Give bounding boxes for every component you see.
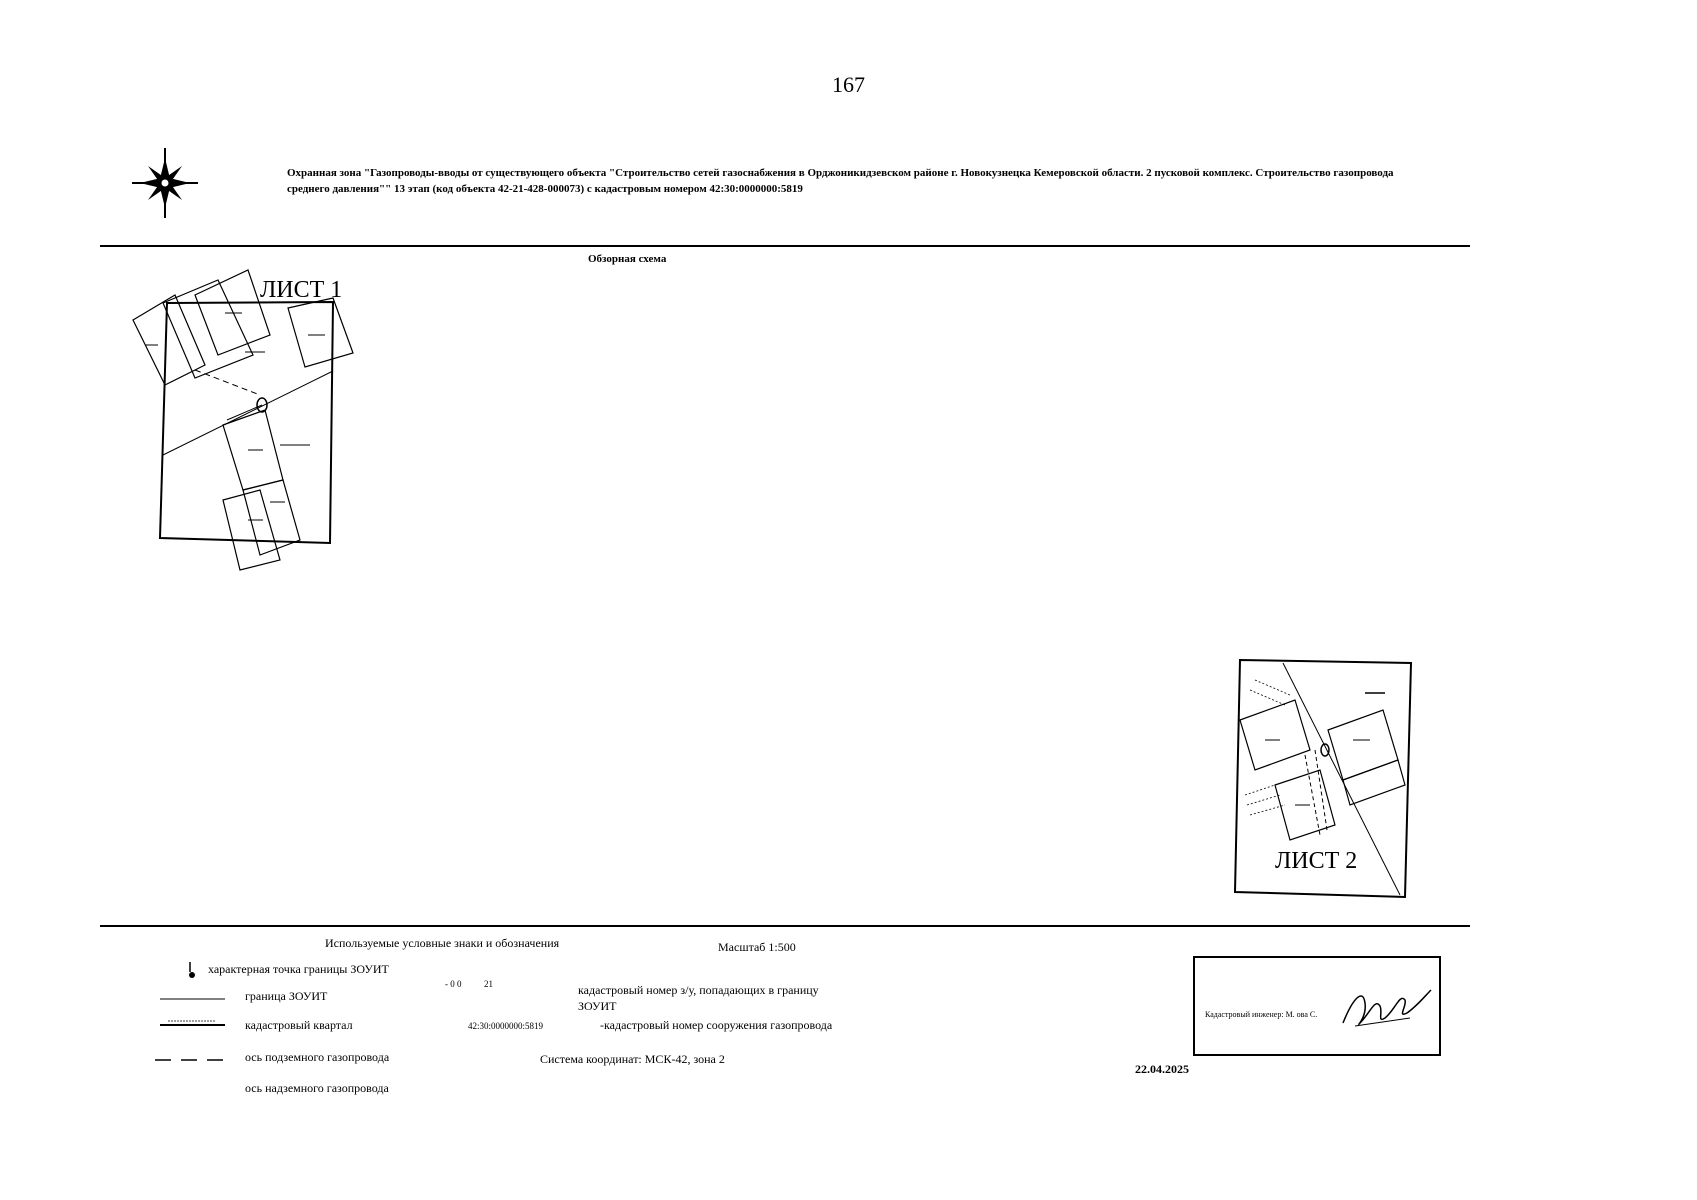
scale-label: Масштаб 1:500 xyxy=(718,940,796,954)
engineer-stamp xyxy=(1193,956,1441,1056)
legend-overground-label: ось надземного газопровода xyxy=(245,1081,389,1095)
sheet-2-label: ЛИСТ 2 xyxy=(1275,848,1358,874)
structure-number-label: -кадастровый номер сооружения газопровода xyxy=(600,1018,833,1032)
parcel-number-label: кадастровый номер з/у, попадающих в границу ЗОУИТ xyxy=(578,983,819,1013)
bottom-divider xyxy=(100,925,1470,927)
header-title: Охранная зона "Газопроводы-вводы от существующего объекта "Строительство сетей газоснабжения в Орджоникидзевском районе г. Новокузнецка Кемеровской области. 2 пусковой комплекс. Строительство газопровода среднего давления"" 13 этап (код объекта 42-21-428-000073) с кадастровым номером 42:30:0000000:5819 xyxy=(287,167,1394,195)
sheet-1-label: ЛИСТ 1 xyxy=(260,277,343,303)
legend-point-label: характерная точка границы ЗОУИТ xyxy=(208,962,389,976)
document-date: 22.04.2025 xyxy=(1135,1062,1189,1076)
stamp-text: Кадастровый инженер: М. ова С. xyxy=(1205,1010,1318,1019)
zone-boundary-symbol xyxy=(160,997,225,1001)
compass-rose-icon xyxy=(130,148,200,218)
sheet-1-map xyxy=(130,265,360,565)
legend-title: Используемые условные знаки и обозначения xyxy=(325,936,560,950)
coordinate-system: Система координат: МСК-42, зона 2 xyxy=(540,1052,725,1066)
top-divider xyxy=(100,245,1470,247)
cadastral-quarter-symbol xyxy=(160,1018,225,1028)
parcel-number-sample: - 0 0 21 xyxy=(445,979,493,989)
characteristic-point-icon xyxy=(185,960,199,980)
legend-underground-label: ось подземного газопровода xyxy=(245,1050,390,1064)
overview-title: Обзорная схема xyxy=(588,253,667,265)
underground-pipeline-symbol xyxy=(155,1058,225,1062)
legend-quarter-label: кадастровый квартал xyxy=(245,1018,353,1032)
signature-icon xyxy=(1335,978,1435,1038)
legend-boundary-label: граница ЗОУИТ xyxy=(245,989,328,1003)
structure-number: 42:30:0000000:5819 xyxy=(468,1021,544,1031)
page-number: 167 xyxy=(832,72,865,97)
